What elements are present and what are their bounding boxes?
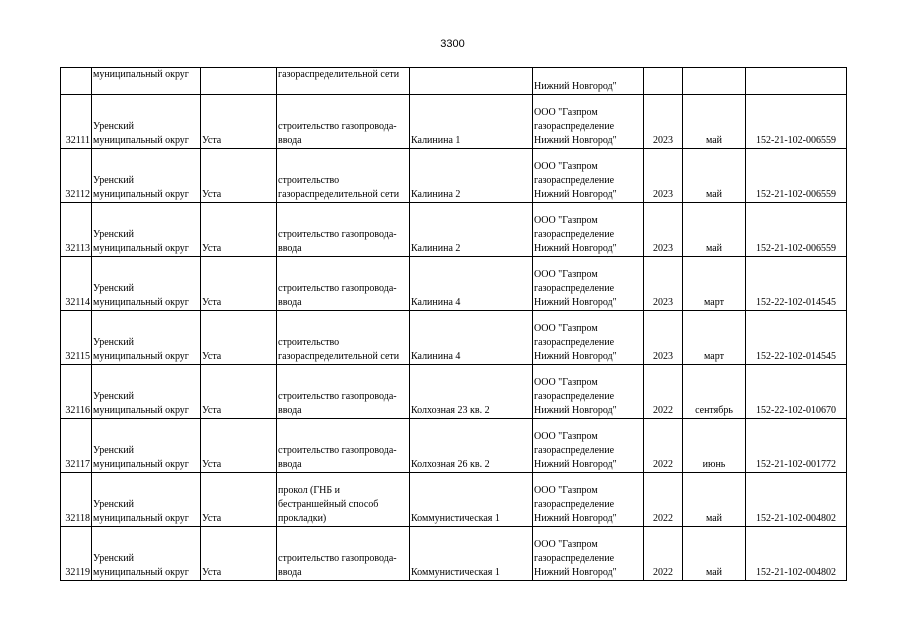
- cell-street: Коммунистическая 1: [410, 473, 533, 527]
- cell-work-type: газораспределительной сети: [277, 68, 410, 95]
- cell-work-type: [277, 311, 410, 365]
- cell-street: Калинина 4: [410, 257, 533, 311]
- cell-month: март: [683, 257, 746, 311]
- municipality-line: муниципальный округ: [93, 513, 189, 524]
- cell-year: 2022: [644, 473, 683, 527]
- cell-code: 152-21-102-001772: [746, 419, 847, 473]
- municipality-line: муниципальный округ: [93, 459, 189, 470]
- organization-line: Нижний Новгород": [534, 297, 617, 308]
- work-type-line: строительство газопровода-: [278, 391, 397, 402]
- cell-municipality: муниципальный округ: [92, 68, 201, 95]
- organization-line: газораспределение: [534, 445, 615, 456]
- organization-line: ООО "Газпром: [534, 161, 598, 172]
- cell-number: [61, 68, 92, 95]
- work-type-line: ввода: [278, 405, 302, 416]
- municipality-line: Уренский: [93, 553, 134, 564]
- organization-line: ООО "Газпром: [534, 107, 598, 118]
- cell-municipality: [92, 257, 201, 311]
- cell-organization: Нижний Новгород": [533, 68, 644, 95]
- work-type-line: строительство газопровода-: [278, 445, 397, 456]
- cell-work-type: [277, 473, 410, 527]
- municipality-line: муниципальный округ: [93, 189, 189, 200]
- cell-year: 2022: [644, 527, 683, 581]
- municipality-line: муниципальный округ: [93, 243, 189, 254]
- cell-code: 152-22-102-014545: [746, 311, 847, 365]
- work-type-line: строительство: [278, 337, 340, 348]
- work-type-line: ввода: [278, 243, 302, 254]
- organization-line: газораспределение: [534, 283, 615, 294]
- cell-work-type: [277, 257, 410, 311]
- table-row: [61, 149, 847, 203]
- work-type-line: строительство газопровода-: [278, 553, 397, 564]
- cell-year: [644, 68, 683, 95]
- cell-number: 32119: [61, 527, 92, 581]
- cell-municipality: [92, 311, 201, 365]
- cell-number: 32115: [61, 311, 92, 365]
- cell-organization: [533, 365, 644, 419]
- cell-municipality: [92, 95, 201, 149]
- cell-year: 2022: [644, 365, 683, 419]
- cell-month: май: [683, 95, 746, 149]
- records-table: [60, 67, 847, 581]
- cell-street: Калинина 2: [410, 203, 533, 257]
- organization-line: Нижний Новгород": [534, 459, 617, 470]
- cell-month: май: [683, 149, 746, 203]
- cell-locality: Уста: [201, 203, 277, 257]
- work-type-line: прокладки): [278, 513, 327, 524]
- organization-line: Нижний Новгород": [534, 567, 617, 578]
- cell-municipality: [92, 203, 201, 257]
- cell-number: 32111: [61, 95, 92, 149]
- cell-organization: [533, 473, 644, 527]
- cell-street: Колхозная 23 кв. 2: [410, 365, 533, 419]
- cell-organization: [533, 527, 644, 581]
- cell-number: 32118: [61, 473, 92, 527]
- cell-year: 2023: [644, 95, 683, 149]
- cell-locality: Уста: [201, 365, 277, 419]
- cell-locality: Уста: [201, 527, 277, 581]
- organization-line: ООО "Газпром: [534, 269, 598, 280]
- table-body: [61, 68, 847, 581]
- cell-year: 2023: [644, 203, 683, 257]
- cell-work-type: [277, 419, 410, 473]
- work-type-line: ввода: [278, 567, 302, 578]
- municipality-line: Уренский: [93, 391, 134, 402]
- cell-organization: [533, 95, 644, 149]
- cell-month: май: [683, 527, 746, 581]
- work-type-line: бестраншейный способ: [278, 499, 379, 510]
- cell-code: 152-22-102-014545: [746, 257, 847, 311]
- organization-line: Нижний Новгород": [534, 351, 617, 362]
- cell-month: [683, 68, 746, 95]
- cell-street: Калинина 1: [410, 95, 533, 149]
- work-type-line: газораспределительной сети: [278, 189, 400, 200]
- organization-line: газораспределение: [534, 499, 615, 510]
- table-row: [61, 95, 847, 149]
- table-row: [61, 311, 847, 365]
- work-type-line: газораспределительной сети: [278, 351, 400, 362]
- cell-organization: [533, 149, 644, 203]
- cell-municipality: [92, 365, 201, 419]
- organization-line: ООО "Газпром: [534, 377, 598, 388]
- cell-number: 32117: [61, 419, 92, 473]
- continuation-row: [61, 68, 847, 95]
- municipality-line: Уренский: [93, 337, 134, 348]
- organization-line: газораспределение: [534, 391, 615, 402]
- cell-year: 2023: [644, 257, 683, 311]
- work-type-line: прокол (ГНБ и: [278, 485, 340, 496]
- cell-month: июнь: [683, 419, 746, 473]
- cell-municipality: [92, 527, 201, 581]
- work-type-line: строительство: [278, 175, 340, 186]
- organization-line: ООО "Газпром: [534, 431, 598, 442]
- cell-street: Калинина 2: [410, 149, 533, 203]
- cell-organization: [533, 203, 644, 257]
- cell-municipality: [92, 419, 201, 473]
- municipality-line: Уренский: [93, 175, 134, 186]
- table-row: [61, 257, 847, 311]
- municipality-line: Уренский: [93, 229, 134, 240]
- cell-code: 152-21-102-006559: [746, 95, 847, 149]
- cell-locality: Уста: [201, 257, 277, 311]
- cell-year: 2023: [644, 149, 683, 203]
- table-row: [61, 473, 847, 527]
- organization-line: ООО "Газпром: [534, 539, 598, 550]
- cell-street: Коммунистическая 1: [410, 527, 533, 581]
- cell-number: 32116: [61, 365, 92, 419]
- cell-locality: [201, 68, 277, 95]
- organization-line: ООО "Газпром: [534, 323, 598, 334]
- cell-locality: Уста: [201, 149, 277, 203]
- cell-year: 2023: [644, 311, 683, 365]
- cell-code: 152-21-102-006559: [746, 149, 847, 203]
- organization-line: Нижний Новгород": [534, 189, 617, 200]
- work-type-line: строительство газопровода-: [278, 121, 397, 132]
- municipality-line: Уренский: [93, 499, 134, 510]
- cell-number: 32112: [61, 149, 92, 203]
- work-type-line: строительство газопровода-: [278, 283, 397, 294]
- organization-line: Нижний Новгород": [534, 405, 617, 416]
- table-row: [61, 203, 847, 257]
- cell-locality: Уста: [201, 473, 277, 527]
- cell-locality: Уста: [201, 95, 277, 149]
- work-type-line: ввода: [278, 135, 302, 146]
- cell-work-type: [277, 203, 410, 257]
- organization-line: Нижний Новгород": [534, 135, 617, 146]
- table-row: [61, 527, 847, 581]
- page-number: 3300: [440, 38, 465, 50]
- municipality-line: Уренский: [93, 445, 134, 456]
- cell-month: май: [683, 473, 746, 527]
- municipality-line: муниципальный округ: [93, 567, 189, 578]
- organization-line: газораспределение: [534, 175, 615, 186]
- cell-month: сентябрь: [683, 365, 746, 419]
- table-row: [61, 365, 847, 419]
- municipality-line: Уренский: [93, 283, 134, 294]
- work-type-line: ввода: [278, 297, 302, 308]
- work-type-line: ввода: [278, 459, 302, 470]
- cell-locality: Уста: [201, 311, 277, 365]
- cell-municipality: [92, 473, 201, 527]
- cell-organization: [533, 419, 644, 473]
- cell-street: Колхозная 26 кв. 2: [410, 419, 533, 473]
- cell-code: 152-21-102-004802: [746, 527, 847, 581]
- municipality-line: муниципальный округ: [93, 405, 189, 416]
- cell-code: 152-21-102-006559: [746, 203, 847, 257]
- work-type-line: строительство газопровода-: [278, 229, 397, 240]
- organization-line: газораспределение: [534, 337, 615, 348]
- cell-code: 152-21-102-004802: [746, 473, 847, 527]
- organization-line: Нижний Новгород": [534, 243, 617, 254]
- cell-work-type: [277, 95, 410, 149]
- table-row: [61, 419, 847, 473]
- cell-organization: [533, 311, 644, 365]
- cell-organization: [533, 257, 644, 311]
- cell-work-type: [277, 149, 410, 203]
- cell-month: май: [683, 203, 746, 257]
- cell-number: 32113: [61, 203, 92, 257]
- cell-street: [410, 68, 533, 95]
- cell-street: Калинина 4: [410, 311, 533, 365]
- cell-code: 152-22-102-010670: [746, 365, 847, 419]
- cell-month: март: [683, 311, 746, 365]
- cell-municipality: [92, 149, 201, 203]
- cell-locality: Уста: [201, 419, 277, 473]
- cell-work-type: [277, 365, 410, 419]
- organization-line: Нижний Новгород": [534, 513, 617, 524]
- organization-line: ООО "Газпром: [534, 485, 598, 496]
- organization-line: ООО "Газпром: [534, 215, 598, 226]
- cell-code: [746, 68, 847, 95]
- cell-number: 32114: [61, 257, 92, 311]
- cell-work-type: [277, 527, 410, 581]
- municipality-line: муниципальный округ: [93, 297, 189, 308]
- organization-line: газораспределение: [534, 553, 615, 564]
- organization-line: газораспределение: [534, 229, 615, 240]
- organization-line: газораспределение: [534, 121, 615, 132]
- municipality-line: муниципальный округ: [93, 135, 189, 146]
- municipality-line: Уренский: [93, 121, 134, 132]
- municipality-line: муниципальный округ: [93, 351, 189, 362]
- cell-year: 2022: [644, 419, 683, 473]
